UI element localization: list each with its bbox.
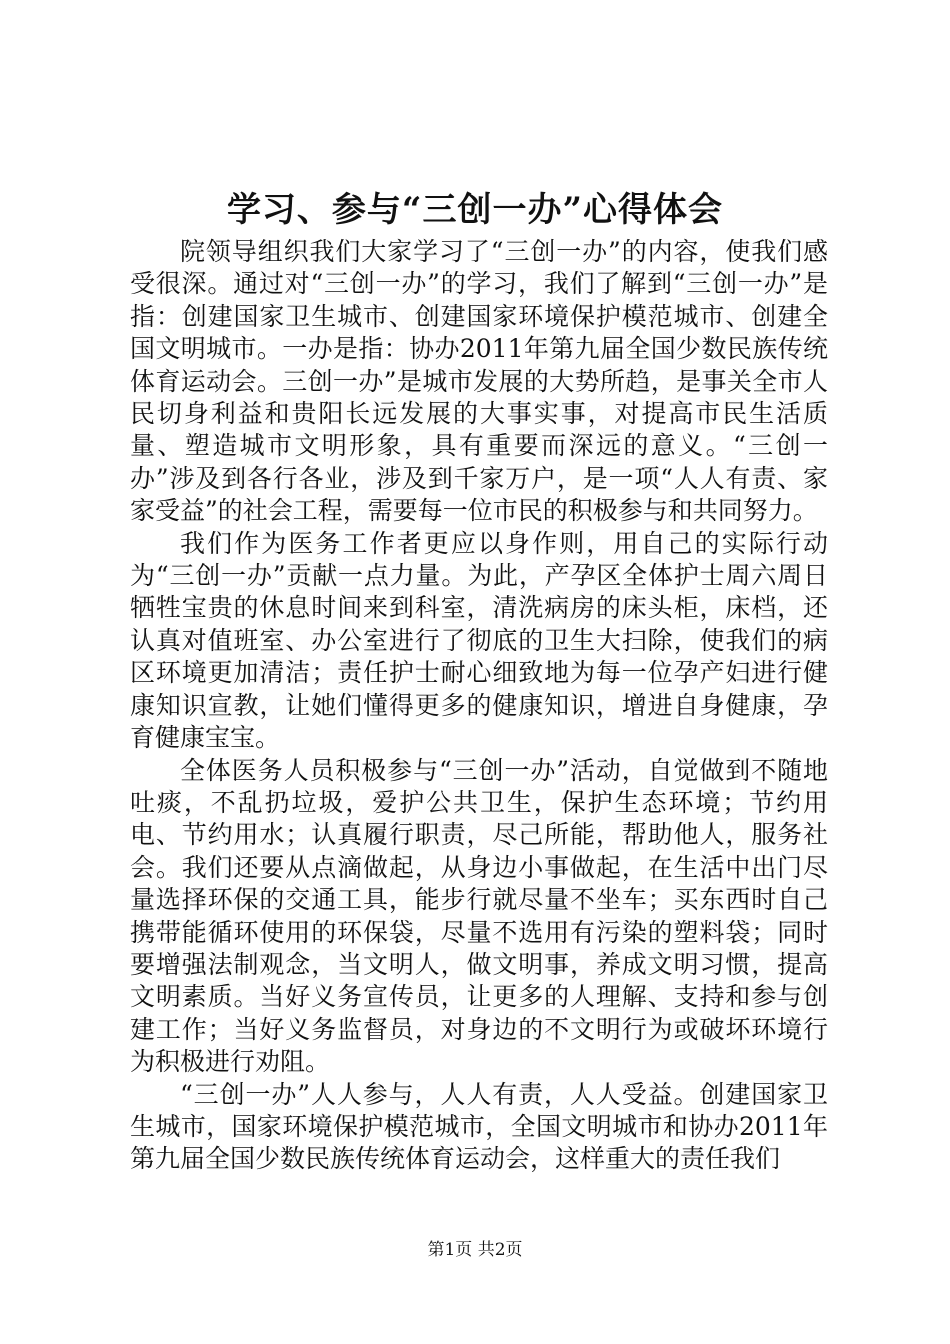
document-title: 学习、参与“三创一办”心得体会 [226, 190, 724, 230]
paragraph-1: 院领导组织我们大家学习了“三创一办”的内容，使我们感受很深。通过对“三创一办”的学习，我们了解到“三创一办”是指：创建国家卫生城市、创建国家环境保护模范城市、创建全国文明城市。一办是指：协办2011年第九届全国少数民族传统体育运动会。三创一办”是城市发展的大势所趋，是事关全市人民切身利益和贵阳长远发展的大事实事，对提高市民生活质量、塑造城市文明形象，具有重要而深远的意义。“三创一办”涉及到各行各业，涉及到千家万户，是一项“人人有责、家家受益”的社会工程，需要每一位市民的积极参与和共同努力。 [130, 237, 828, 526]
paragraph-3: 全体医务人员积极参与“三创一办”活动，自觉做到不随地吐痰，不乱扔垃圾，爱护公共卫生，保护生态环境；节约用电、节约用水；认真履行职责，尽己所能，帮助他人，服务社会。我们还要从点滴做起，从身边小事做起，在生活中出门尽量选择环保的交通工具，能步行就尽量不坐车；买东西时自己携带能循环使用的环保袋，尽量不选用有污染的塑料袋；同时要增强法制观念，当文明人，做文明事，养成文明习惯，提高文明素质。当好义务宣传员，让更多的人理解、支持和参与创建工作；当好义务监督员，对身边的不文明行为或破坏环境行为积极进行劝阻。 [130, 755, 828, 1077]
paragraph-2: 我们作为医务工作者更应以身作则，用自己的实际行动为“三创一办”贡献一点力量。为此，产孕区全体护士周六周日牺牲宝贵的休息时间来到科室，清洗病房的床头柜，床档，还认真对值班室、办公室进行了彻底的卫生大扫除，使我们的病区环境更加清洁；责任护士耐心细致地为每一位孕产妇进行健康知识宣教，让她们懂得更多的健康知识，增进自身健康，孕育健康宝宝。 [130, 528, 828, 753]
page-number-footer: 第1页 共2页 [427, 1240, 523, 1260]
paragraph-4: “三创一办”人人参与，人人有责，人人受益。创建国家卫生城市，国家环境保护模范城市，全国文明城市和协办2011年第九届全国少数民族传统体育运动会，这样重大的责任我们 [130, 1079, 828, 1174]
document-body [130, 236, 828, 1176]
